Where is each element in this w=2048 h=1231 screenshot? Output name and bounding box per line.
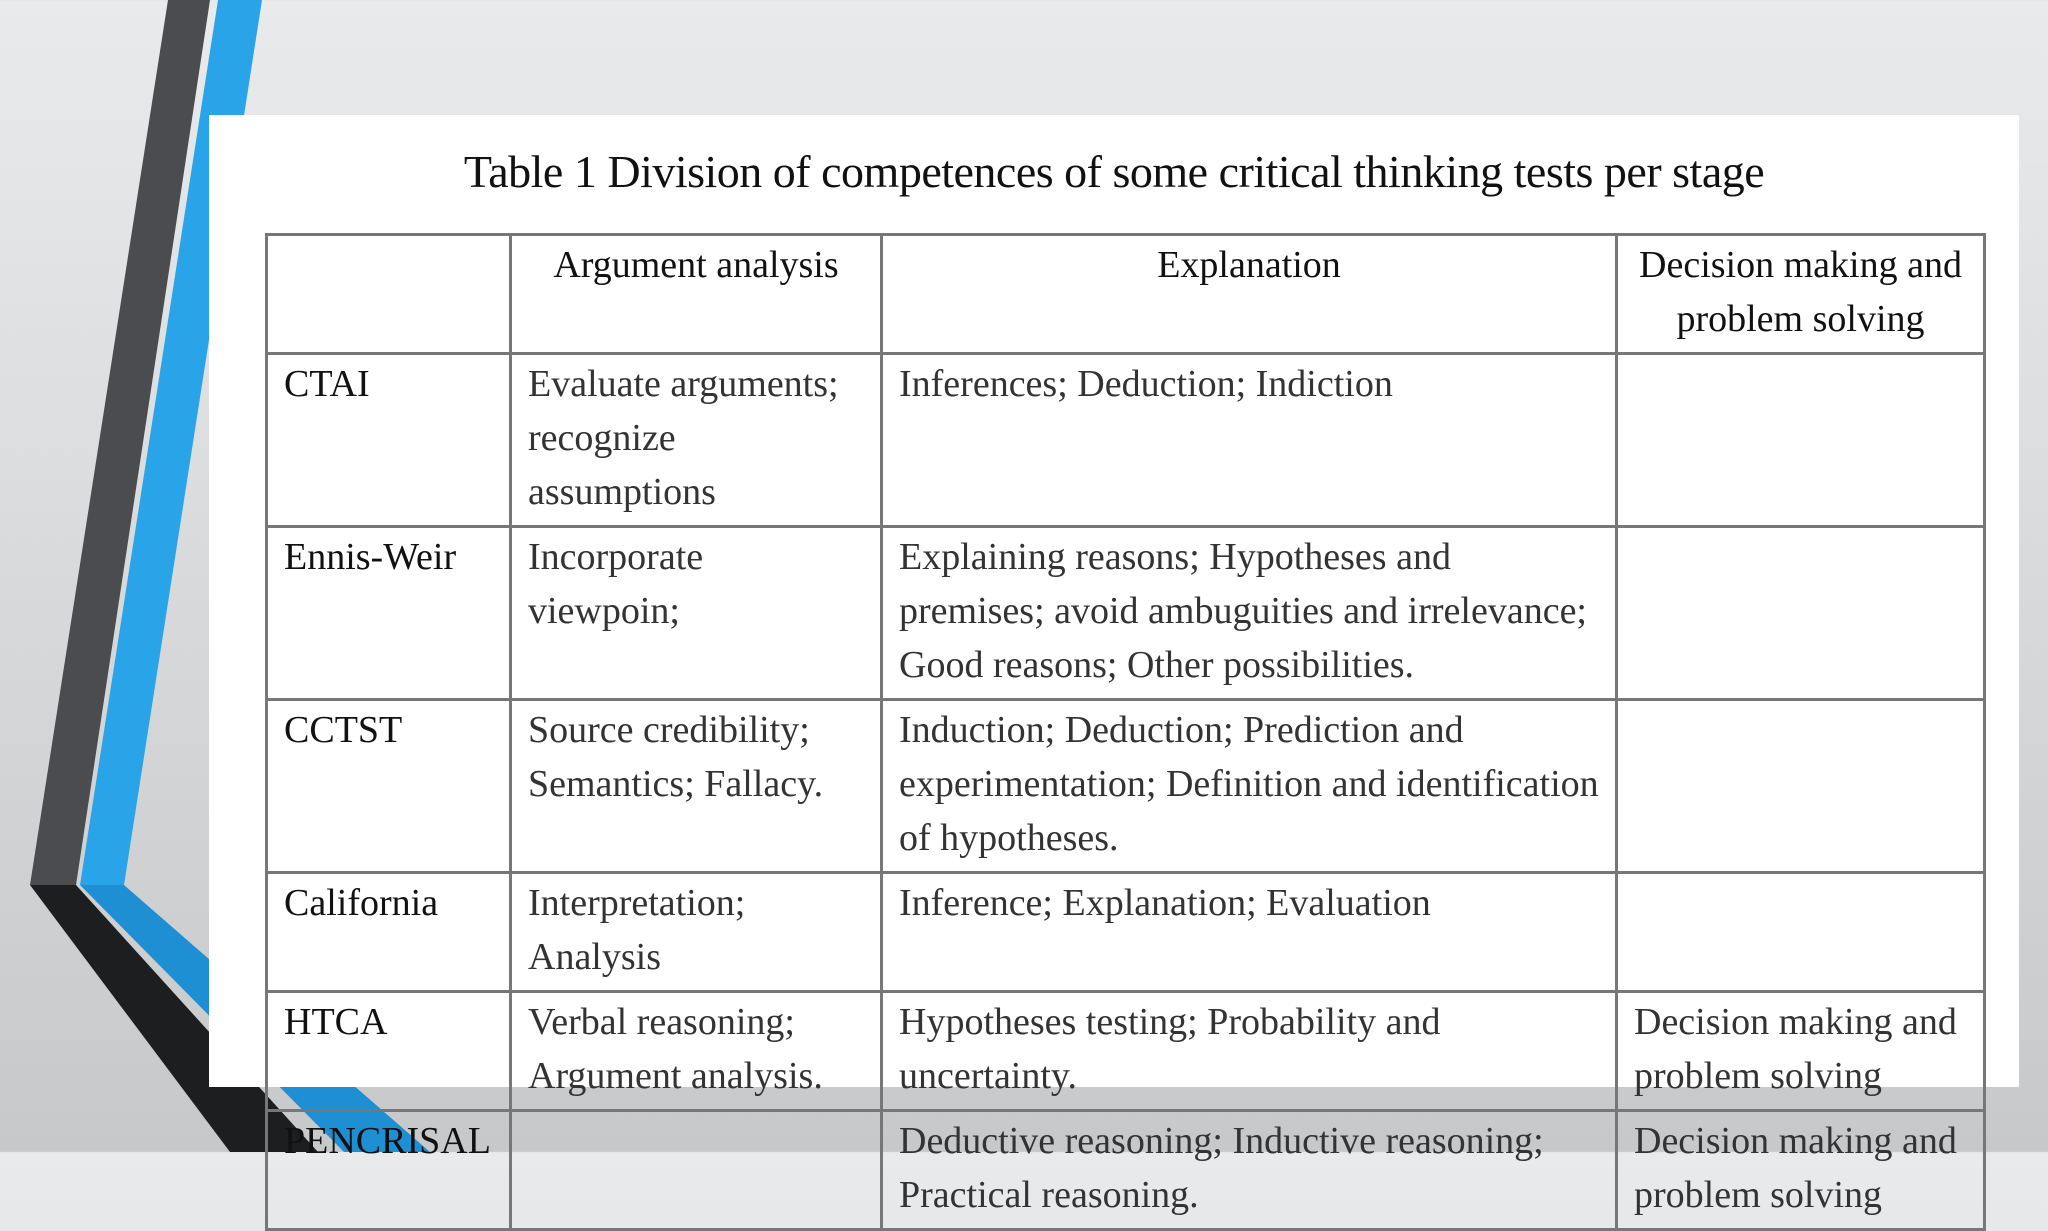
row-test-name: PENCRISAL <box>267 1111 511 1230</box>
row-decision: Decision making and problem solving <box>1617 1111 1985 1230</box>
row-argument: Interpretation; Analysis <box>511 873 882 992</box>
row-argument: Verbal reasoning; Argument analysis. <box>511 992 882 1111</box>
row-decision <box>1617 873 1985 992</box>
row-test-name: HTCA <box>267 992 511 1111</box>
header-decision-making: Decision making and problem solving <box>1617 235 1985 354</box>
row-test-name: California <box>267 873 511 992</box>
row-decision <box>1617 354 1985 527</box>
row-decision <box>1617 700 1985 873</box>
row-explanation: Induction; Deduction; Prediction and experimentation; Definition and identification of hypotheses. <box>882 700 1617 873</box>
header-argument-analysis: Argument analysis <box>511 235 882 354</box>
table-row <box>267 527 1985 700</box>
row-test-name: CCTST <box>267 700 511 873</box>
row-test-name: Ennis-Weir <box>267 527 511 700</box>
table-row <box>267 992 1985 1111</box>
row-argument: Evaluate arguments; recognize assumptions <box>511 354 882 527</box>
row-decision <box>1617 527 1985 700</box>
row-argument: Incorporate viewpoin; <box>511 527 882 700</box>
table-row <box>267 354 1985 527</box>
row-explanation: Deductive reasoning; Inductive reasoning; Practical reasoning. <box>882 1111 1617 1230</box>
header-test <box>267 235 511 354</box>
row-decision: Decision making and problem solving <box>1617 992 1985 1111</box>
table-title: Table 1 Division of competences of some critical thinking tests per stage <box>463 146 1765 197</box>
table-row <box>267 873 1985 992</box>
row-argument <box>511 1111 882 1230</box>
competences-table <box>265 233 1986 1231</box>
table-card <box>209 115 2019 1216</box>
row-explanation: Inferences; Deduction; Indiction <box>882 354 1617 527</box>
row-explanation: Explaining reasons; Hypotheses and premises; avoid ambuguities and irrelevance; Good reasons; Other possibilities. <box>882 527 1617 700</box>
row-explanation: Inference; Explanation; Evaluation <box>882 873 1617 992</box>
row-test-name: CTAI <box>267 354 511 527</box>
table-header-row <box>267 235 1985 354</box>
row-argument: Source credibility; Semantics; Fallacy. <box>511 700 882 873</box>
table-row <box>267 1111 1985 1230</box>
table-row <box>267 700 1985 873</box>
row-explanation: Hypotheses testing; Probability and uncertainty. <box>882 992 1617 1111</box>
header-explanation: Explanation <box>882 235 1617 354</box>
